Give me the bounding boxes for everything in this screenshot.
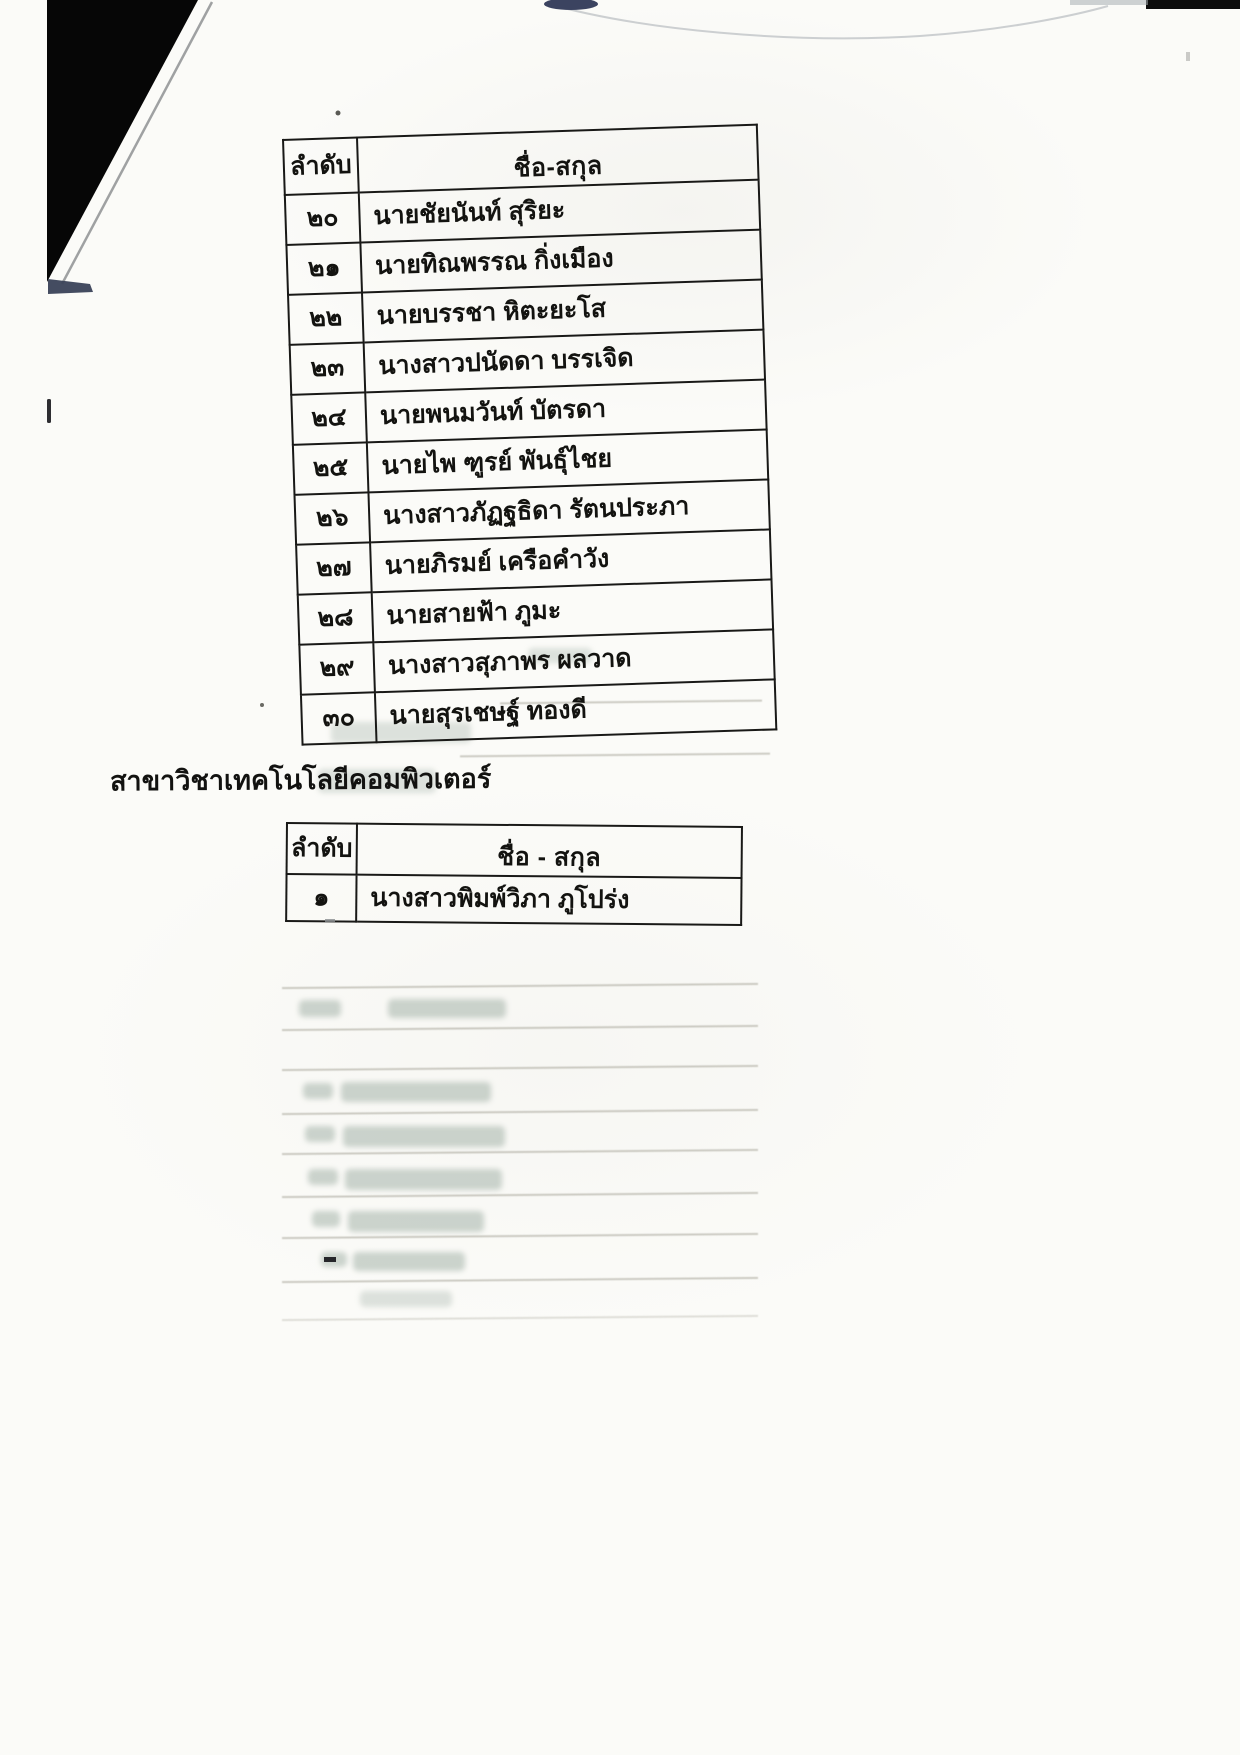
bleed-through-text bbox=[299, 1000, 341, 1017]
row-number: ๒๖ bbox=[294, 492, 370, 544]
bleed-through-text bbox=[388, 999, 506, 1018]
top-edge-ink-mark bbox=[544, 0, 598, 10]
bleed-through-line bbox=[282, 1192, 758, 1198]
bleed-through-text bbox=[343, 1126, 505, 1147]
column-header-name: ชื่อ - สกุล bbox=[357, 824, 742, 878]
row-name: นางสาวพิมพ์วิภา ภูโปร่ง bbox=[356, 875, 741, 925]
row-name: นางสาวปนัดดา บรรเจิด bbox=[364, 330, 765, 393]
bleed-through-line bbox=[282, 1149, 758, 1155]
row-name: นางสาวภัฏฐธิดา รัตนประภา bbox=[368, 479, 769, 542]
bleed-through-line bbox=[282, 1277, 758, 1283]
bleed-through-line bbox=[282, 983, 758, 989]
corner-shadow-sliver bbox=[48, 279, 93, 294]
bleed-through-text bbox=[305, 1126, 335, 1142]
bleed-through-text bbox=[308, 1169, 338, 1185]
speck-dot bbox=[336, 111, 341, 116]
row-number: ๒๙ bbox=[299, 642, 375, 694]
page-curl-shadow-line bbox=[545, 3, 1108, 38]
student-table-1 bbox=[282, 124, 777, 746]
bleed-through-text bbox=[341, 1082, 491, 1102]
bleed-through-line bbox=[282, 1315, 758, 1321]
bleed-through-line bbox=[282, 1233, 758, 1239]
table-row bbox=[286, 874, 741, 925]
corner-crease-line bbox=[62, 2, 212, 284]
student-table-2 bbox=[285, 822, 743, 926]
row-number: ๒๕ bbox=[293, 442, 369, 494]
corner-fold-artifact bbox=[47, 0, 198, 282]
bleed-through-text bbox=[348, 1211, 484, 1232]
row-number: ๓๐ bbox=[301, 692, 377, 744]
row-number: ๒๒ bbox=[288, 292, 364, 344]
row-number: ๒๘ bbox=[298, 592, 374, 644]
bleed-through-text bbox=[360, 1291, 452, 1307]
row-number: ๒๐ bbox=[285, 193, 361, 245]
column-header-name: ชื่อ-สกุล bbox=[357, 125, 759, 193]
speck-dot bbox=[260, 703, 264, 707]
bleed-through-text bbox=[303, 1083, 333, 1099]
bleed-through-line bbox=[460, 753, 770, 758]
top-right-smudge bbox=[1070, 0, 1148, 5]
row-name: นายสุรเชษฐ์ ทองดี bbox=[375, 679, 776, 742]
row-number: ๒๗ bbox=[296, 542, 372, 594]
row-number: ๒๔ bbox=[291, 392, 367, 444]
row-name: นางสาวสุภาพร ผลวาด bbox=[373, 629, 774, 692]
top-right-black-bar bbox=[1146, 0, 1240, 9]
section-heading: สาขาวิชาเทคโนโลยีคอมพิวเตอร์ bbox=[109, 763, 492, 797]
bleed-through-text bbox=[353, 1252, 465, 1271]
speck-tick bbox=[1186, 52, 1190, 61]
row-name: นายภิรมย์ เครือคำวัง bbox=[370, 529, 771, 592]
row-number: ๒๓ bbox=[290, 342, 366, 394]
bleed-through-line bbox=[282, 1065, 758, 1071]
column-header-index: ลำดับ bbox=[287, 823, 357, 875]
left-edge-mark bbox=[47, 399, 51, 423]
row-name: นายบรรชา หิตะยะโส bbox=[362, 280, 763, 343]
bleed-through-line bbox=[282, 1025, 758, 1031]
row-name: นายทิณพรรณ กิ่งเมือง bbox=[360, 230, 761, 293]
row-number: ๒๑ bbox=[286, 243, 362, 295]
row-number: ๑ bbox=[286, 874, 356, 922]
bleed-through-text bbox=[312, 1211, 340, 1227]
row-name: นายไพ ฑูรย์ พันธุ์ไชย bbox=[367, 430, 768, 493]
bleed-through-text bbox=[321, 1252, 347, 1267]
row-name: นายชัยนันท์ สุริยะ bbox=[359, 180, 760, 243]
bleed-through-text bbox=[345, 1169, 502, 1190]
row-name: นายสายฟ้า ภูมะ bbox=[372, 579, 773, 642]
row-name: นายพนมวันท์ บัตรดา bbox=[365, 380, 766, 443]
column-header-index: ลำดับ bbox=[283, 138, 359, 195]
bleed-through-line bbox=[282, 1109, 758, 1115]
table-header-row bbox=[287, 823, 742, 878]
